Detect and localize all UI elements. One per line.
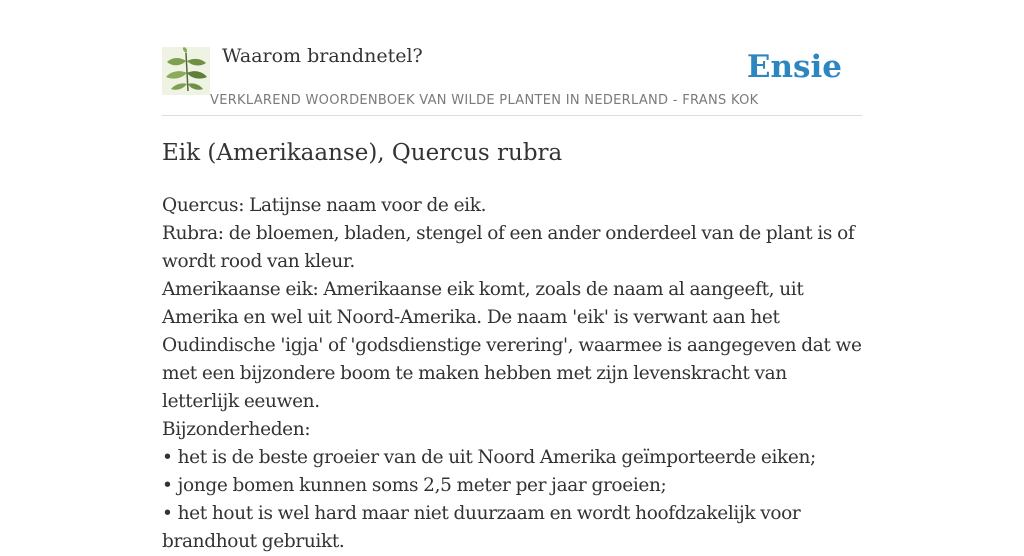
entry-paragraph-amerikaanse-eik: Amerikaanse eik: Amerikaanse eik komt, zoals de naam al aangeeft, uit Amerika en wel uit Noord-Amerika. De naam 'eik' is verwant aan het Oudindische 'igja' of 'godsdienstige verering', waarmee is aangegeven dat we met een bijzondere boom te maken hebben met zijn levenskracht van letterlijk eeuwen. — [162, 279, 862, 412]
entry-paragraph-bijzonderheden: Bijzonderheden: — [162, 419, 311, 440]
entry-list-item: • jonge bomen kunnen soms 2,5 meter per jaar groeien; — [162, 475, 667, 496]
entry-title: Eik (Amerikaanse), Quercus rubra — [162, 140, 563, 166]
header-divider — [162, 115, 862, 116]
entry-list-item: • het hout is wel hard maar niet duurzaam en wordt hoofdzakelijk voor brandhout gebruikt. — [162, 503, 801, 552]
ensie-brand-logo[interactable]: Ensie — [746, 49, 842, 85]
entry-body — [162, 192, 864, 556]
book-title[interactable]: Waarom brandnetel? — [222, 45, 423, 67]
entry-paragraph-quercus: Quercus: Latijnse naam voor de eik. — [162, 195, 487, 216]
entry-list-item: • het is de beste groeier van de uit Noord Amerika geïmporteerde eiken; — [162, 447, 816, 468]
page — [162, 0, 862, 552]
nettle-leaves-icon — [162, 47, 210, 95]
book-subtitle[interactable]: VERKLAREND WOORDENBOEK VAN WILDE PLANTEN IN NEDERLAND - FRANS KOK — [210, 93, 759, 108]
entry-paragraph-rubra: Rubra: de bloemen, bladen, stengel of een ander onderdeel van de plant is of wordt rood van kleur. — [162, 223, 855, 272]
